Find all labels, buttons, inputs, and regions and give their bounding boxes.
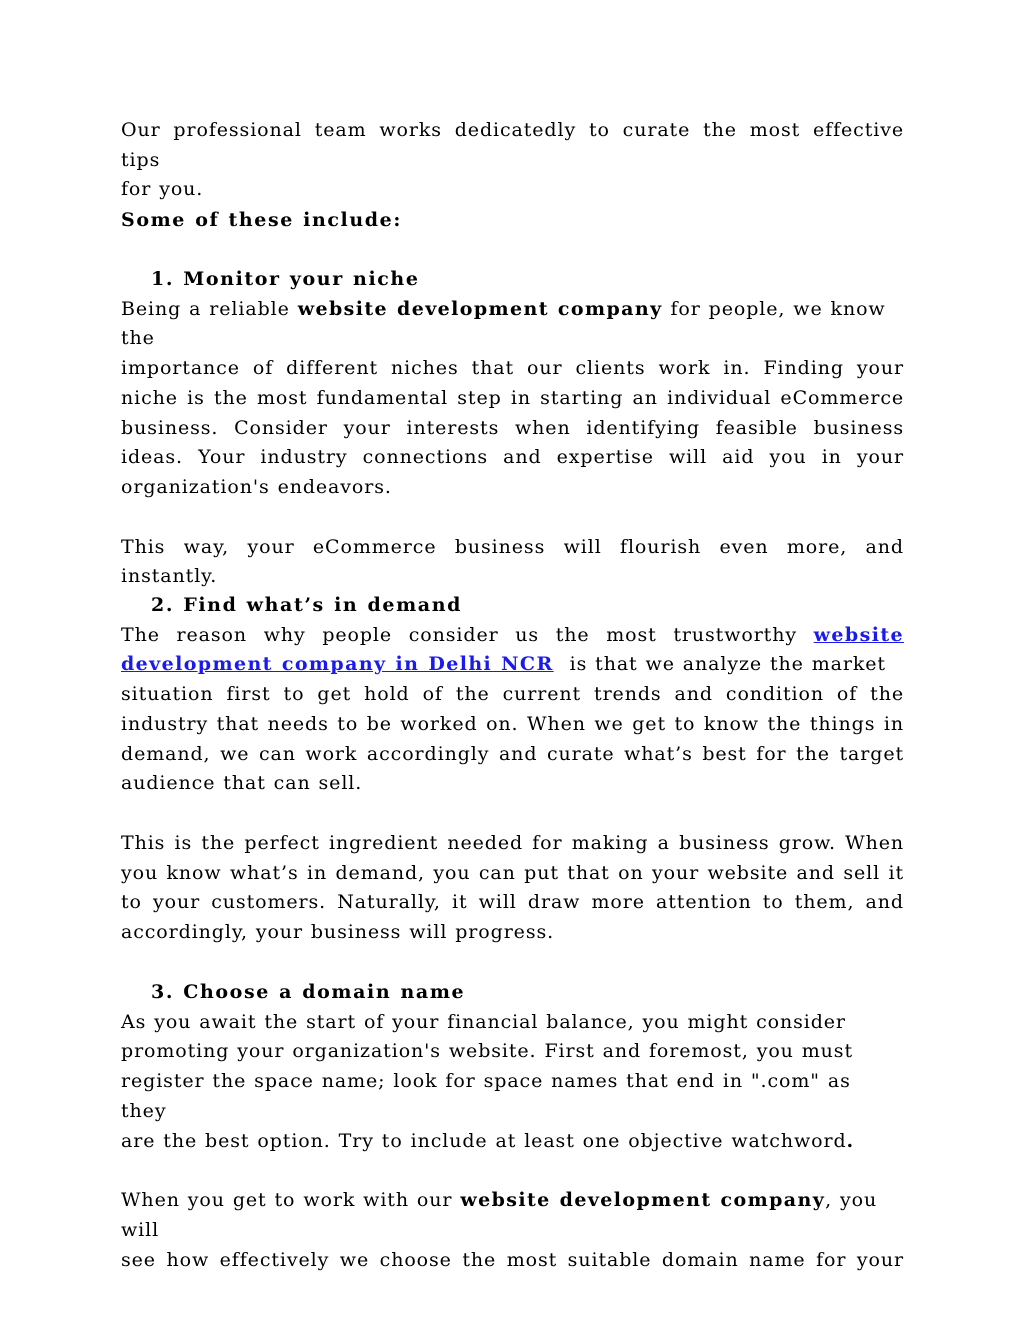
section-number: 1.	[151, 268, 175, 290]
body-text: When you get to work with our	[121, 1189, 453, 1212]
body-line: audience that can sell.	[121, 772, 363, 795]
website-development-link[interactable]: website	[813, 623, 904, 646]
body-line	[121, 295, 904, 354]
section-heading	[121, 265, 904, 295]
body-line: industry that needs to be worked on. When we get to know the things in	[121, 712, 904, 735]
section-domain-name	[121, 978, 904, 1275]
body-line	[121, 650, 904, 680]
body-line: demand, we can work accordingly and curate what’s best for the target	[121, 742, 904, 765]
section-title: Choose a domain name	[183, 981, 466, 1003]
website-development-link[interactable]: development company in Delhi NCR	[121, 653, 554, 676]
body-text: for people, we know the	[121, 297, 886, 350]
body-text: is that we analyze the market	[569, 653, 886, 676]
body-line: As you await the start of your financial balance, you might consider	[121, 1010, 846, 1033]
list-intro	[121, 206, 904, 236]
section-number: 3.	[151, 981, 175, 1003]
body-text: are the best option. Try to include at least one objective watchword	[121, 1129, 847, 1152]
body-text: , you will	[121, 1189, 878, 1241]
body-line: to your customers. Naturally, it will draw more attention to them, and	[121, 891, 904, 914]
body-line: This is the perfect ingredient needed for making a business grow. When	[121, 831, 904, 854]
body-line: importance of different niches that our clients work in. Finding your	[121, 357, 904, 380]
body-line: situation first to get hold of the current trends and condition of the	[121, 683, 904, 706]
section-monitor-niche	[121, 265, 904, 592]
section-heading	[121, 591, 904, 621]
intro-paragraph	[121, 116, 904, 205]
section-heading	[121, 978, 904, 1008]
bold-keyword: website development company	[460, 1189, 826, 1212]
body-line: ideas. Your industry connections and expertise will aid you in your	[121, 446, 904, 469]
body-line: see how effectively we choose the most suitable domain name for your	[121, 1248, 904, 1271]
body-line: business. Consider your interests when identifying feasible business	[121, 416, 904, 439]
body-line	[121, 1127, 904, 1157]
intro-line: for you.	[121, 178, 204, 201]
intro-line: Our professional team works dedicatedly to curate the most effective tips	[121, 119, 904, 171]
body-line	[121, 1186, 904, 1245]
body-line: promoting your organization's website. First and foremost, you must	[121, 1040, 853, 1063]
body-line: niche is the most fundamental step in starting an individual eCommerce	[121, 386, 904, 409]
bold-period: .	[846, 1129, 855, 1152]
body-line	[121, 621, 904, 651]
body-line: This way, your eCommerce business will flourish even more, and	[121, 535, 904, 558]
section-title: Monitor your niche	[183, 268, 420, 290]
section-find-demand	[121, 591, 904, 948]
body-text: The reason why people consider us the most trustworthy	[121, 623, 797, 646]
list-intro-text: Some of these include:	[121, 209, 402, 231]
section-title: Find what’s in demand	[183, 594, 463, 616]
section-number: 2.	[151, 594, 175, 616]
body-line: organization's endeavors.	[121, 475, 392, 498]
body-text: Being a reliable	[121, 297, 290, 320]
body-line: accordingly, your business will progress.	[121, 921, 555, 944]
body-line: instantly.	[121, 565, 218, 588]
bold-keyword: website development company	[297, 297, 663, 320]
body-line: register the space name; look for space names that end in ".com" as they	[121, 1070, 851, 1122]
body-line: you know what’s in demand, you can put that on your website and sell it	[121, 861, 904, 884]
